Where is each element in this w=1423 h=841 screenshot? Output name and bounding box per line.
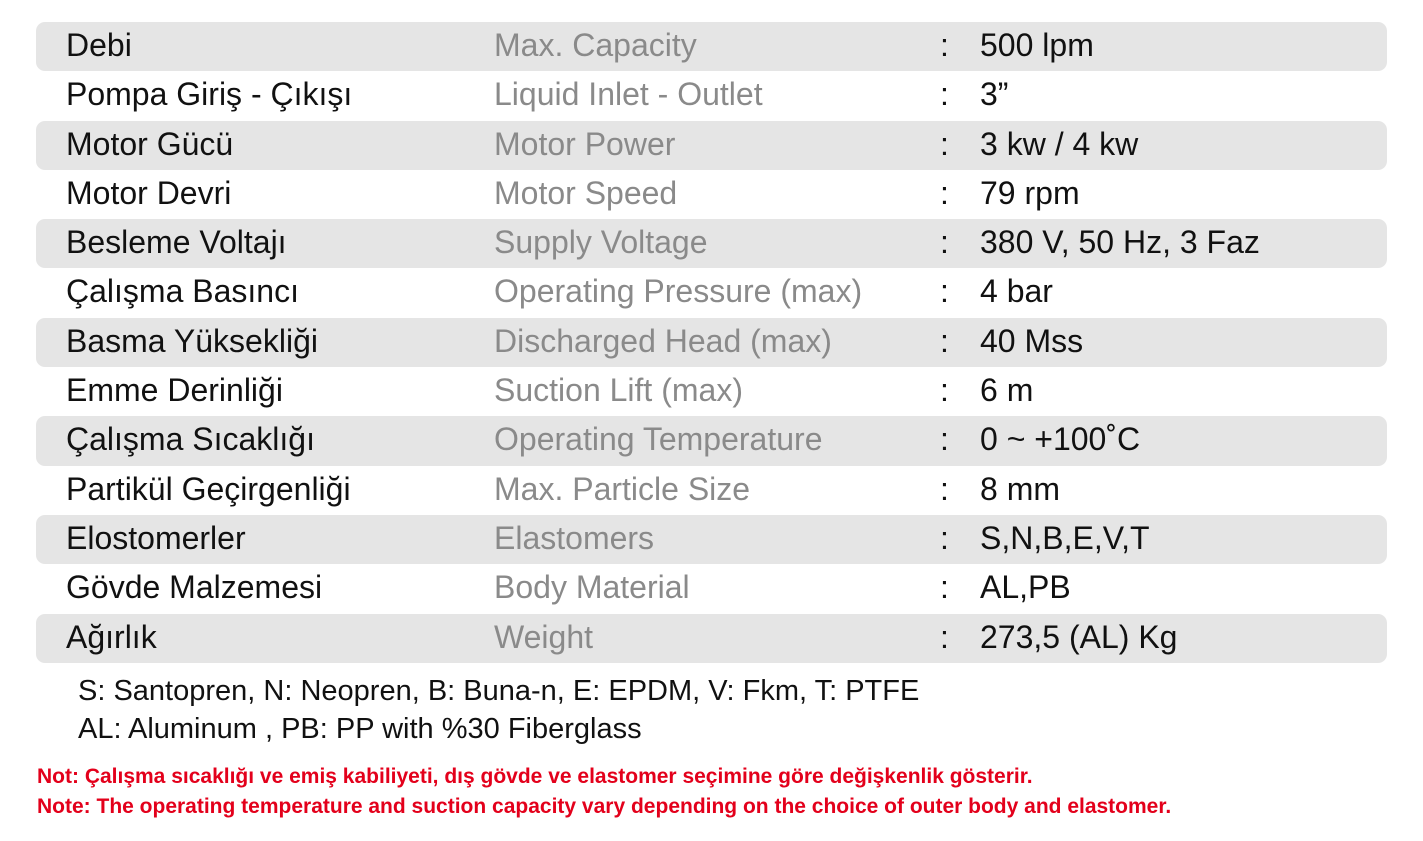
spec-value: S,N,B,E,V,T: [980, 519, 1150, 556]
notes: [37, 762, 1171, 822]
label-tr: Elostomerler: [66, 519, 246, 556]
label-en: Body Material: [494, 569, 690, 606]
label-en: Motor Power: [494, 125, 676, 162]
label-en: Motor Speed: [494, 174, 678, 211]
label-en: Max. Capacity: [494, 27, 697, 63]
separator: :: [940, 273, 949, 310]
spec-value: 500 lpm: [980, 27, 1094, 63]
spec-table: [36, 22, 1387, 663]
elastomer-legend: S: Santopren, N: Neopren, B: Buna-n, E: EPDM, V: Fkm, T: PTFE: [78, 675, 920, 707]
label-tr: Motor Gücü: [66, 125, 234, 162]
spec-value: 3 kw / 4 kw: [980, 125, 1139, 162]
note-en: Note: The operating temperature and suction capacity vary depending on the choice of outer body and elastomer.: [37, 795, 1172, 818]
spec-row-discharge-head: [36, 318, 1387, 367]
label-tr: Çalışma Sıcaklığı: [66, 421, 315, 458]
spec-value: AL,PB: [980, 569, 1071, 606]
label-en: Suction Lift (max): [494, 372, 743, 409]
separator: :: [940, 569, 949, 606]
material-legend: AL: Aluminum , PB: PP with %30 Fiberglass: [78, 713, 642, 745]
label-en: Supply Voltage: [494, 224, 708, 261]
label-tr: Debi: [66, 27, 132, 63]
spec-row-supply-voltage: [36, 219, 1387, 268]
separator: :: [940, 519, 949, 556]
separator: :: [940, 27, 949, 63]
label-en: Liquid Inlet - Outlet: [494, 76, 763, 113]
spec-row-capacity: [36, 22, 1387, 71]
spec-row-body-material: [36, 564, 1387, 613]
label-en: Elastomers: [494, 519, 655, 556]
label-en: Operating Temperature: [494, 421, 823, 458]
spec-value: 380 V, 50 Hz, 3 Faz: [980, 224, 1260, 261]
label-en: Max. Particle Size: [494, 470, 751, 507]
spec-row-inlet-outlet: [36, 71, 1387, 120]
label-en: Discharged Head (max): [494, 322, 832, 359]
label-tr: Besleme Voltajı: [66, 224, 287, 261]
abbreviation-legend: [78, 672, 919, 748]
spec-row-suction-lift: [36, 367, 1387, 416]
label-en: Weight: [494, 618, 594, 655]
spec-value: 4 bar: [980, 273, 1053, 310]
spec-row-motor-speed: [36, 170, 1387, 219]
spec-value: 79 rpm: [980, 174, 1080, 211]
spec-value: 0 ~ +100˚C: [980, 421, 1141, 458]
separator: :: [940, 470, 949, 507]
label-tr: Basma Yüksekliği: [66, 322, 318, 359]
separator: :: [940, 618, 949, 655]
separator: :: [940, 372, 949, 409]
spec-value: 40 Mss: [980, 322, 1084, 359]
spec-value: 3”: [980, 76, 1009, 113]
spec-row-particle-size: [36, 466, 1387, 515]
label-tr: Motor Devri: [66, 174, 232, 211]
note-tr: Not: Çalışma sıcaklığı ve emiş kabiliyeti, dış gövde ve elastomer seçimine göre değişkenlik gösterir.: [37, 765, 1033, 788]
separator: :: [940, 125, 949, 162]
separator: :: [940, 421, 949, 458]
separator: :: [940, 174, 949, 211]
spec-row-motor-power: [36, 121, 1387, 170]
separator: :: [940, 322, 949, 359]
label-tr: Pompa Giriş - Çıkışı: [66, 76, 353, 113]
label-tr: Partikül Geçirgenliği: [66, 470, 351, 507]
label-tr: Çalışma Basıncı: [66, 273, 299, 310]
spec-row-operating-pressure: [36, 268, 1387, 317]
spec-value: 6 m: [980, 372, 1034, 409]
spec-value: 273,5 (AL) Kg: [980, 618, 1178, 655]
separator: :: [940, 76, 949, 113]
spec-row-operating-temperature: [36, 416, 1387, 465]
label-tr: Gövde Malzemesi: [66, 569, 323, 606]
spec-row-elastomers: [36, 515, 1387, 564]
spec-row-weight: [36, 614, 1387, 663]
separator: :: [940, 224, 949, 261]
label-en: Operating Pressure (max): [494, 273, 863, 310]
label-tr: Ağırlık: [66, 618, 157, 655]
spec-value: 8 mm: [980, 470, 1060, 507]
label-tr: Emme Derinliği: [66, 372, 283, 409]
